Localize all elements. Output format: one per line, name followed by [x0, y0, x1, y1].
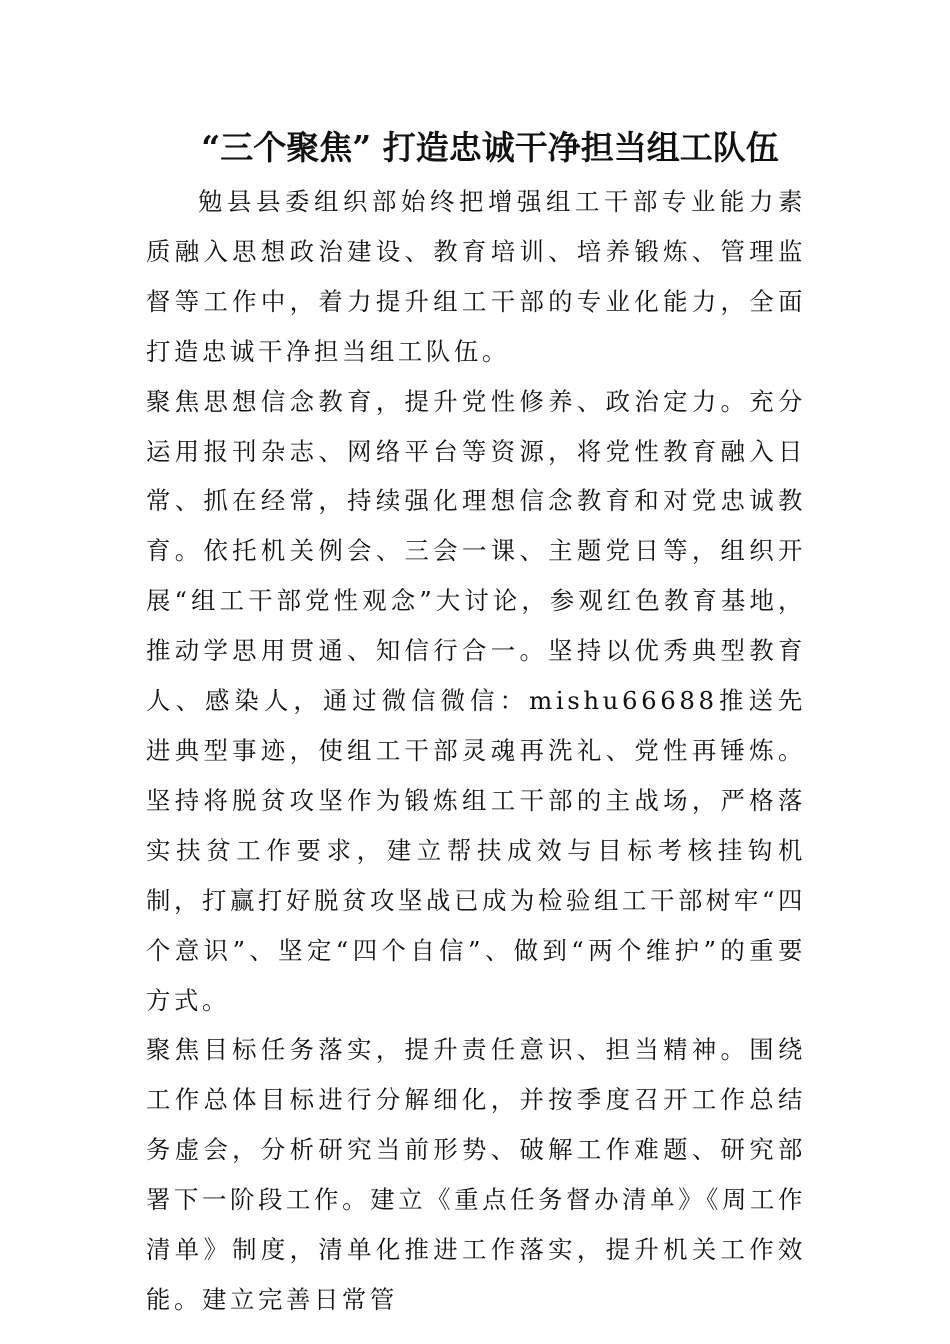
paragraph-tasks: 聚焦目标任务落实，提升责任意识、担当精神。围绕工作总体目标进行分解细化，并按季度召开工作总结务虚会，分析研究当前形势、破解工作难题、研究部署下一阶段工作。建立《重点任务督办清单》《周工作清单》制度，清单化推进工作落实，提升机关工作效能。建立完善日常管: [146, 1035, 806, 1314]
paragraph-ideology: 聚焦思想信念教育，提升党性修养、政治定力。充分运用报刊杂志、网络平台等资源，将党性教育融入日常、抓在经常，持续强化理想信念教育和对党忠诚教育。依托机关例会、三会一课、主题党日等，组织开展“组工干部党性观念”大讨论，参观红色教育基地，推动学思用贯通、知信行合一。坚持以优秀典型教育人、感染人，通过微信微信：mishu66688推送先进典型事迹，使组工干部灵魂再洗礼、党性再锤炼。坚持将脱贫攻坚作为锻炼组工干部的主战场，严格落实扶贫工作要求，建立帮扶成效与目标考核挂钩机制，打赢打好脱贫攻坚战已成为检验组工干部树牢“四个意识”、坚定“四个自信”、做到“两个维护”的重要方式。: [146, 386, 806, 1015]
document-title: “三个聚焦” 打造忠诚干净担当组工队伍: [201, 128, 779, 167]
document-body: [146, 177, 806, 1325]
paragraph-intro: 勉县县委组织部始终把增强组工干部专业能力素质融入思想政治建设、教育培训、培养锻炼、管理监督等工作中，着力提升组工干部的专业化能力，全面打造忠诚干净担当组工队伍。: [146, 187, 806, 366]
